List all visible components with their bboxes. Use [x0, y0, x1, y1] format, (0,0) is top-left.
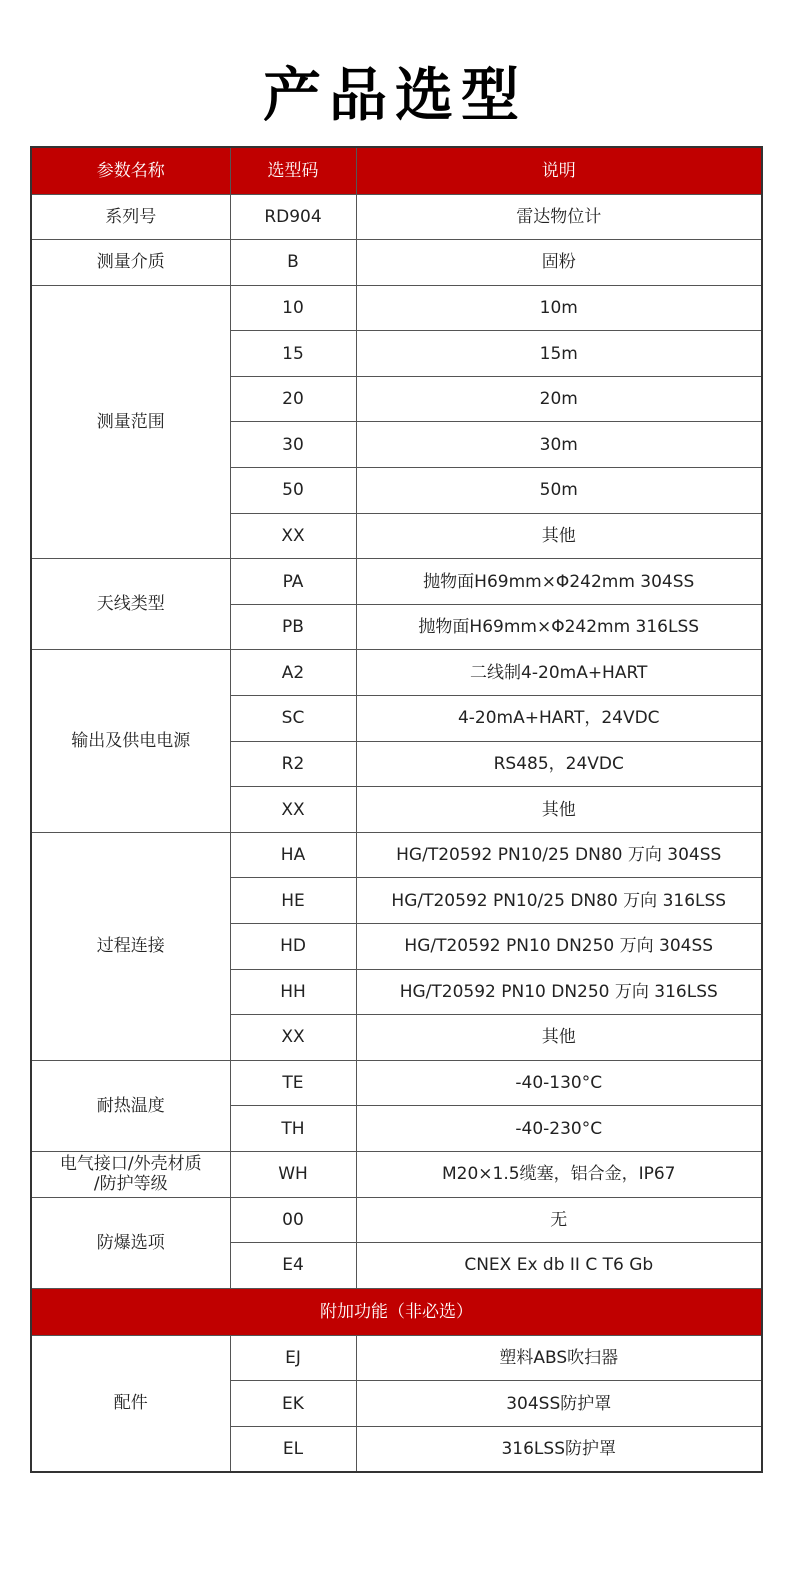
- desc-cell: -40-130°C: [356, 1060, 762, 1106]
- param-name: 过程连接: [31, 832, 230, 1060]
- code-cell: 15: [230, 331, 356, 377]
- code-cell: RD904: [230, 194, 356, 240]
- param-name-line1: 电气接口/外壳材质: [59, 1154, 202, 1175]
- header-description: 说明: [356, 147, 762, 194]
- desc-cell: 抛物面H69mm×Φ242mm 304SS: [356, 559, 762, 605]
- code-cell: TE: [230, 1060, 356, 1106]
- code-cell: 20: [230, 376, 356, 422]
- desc-cell: 304SS防护罩: [356, 1381, 762, 1427]
- code-cell: XX: [230, 787, 356, 833]
- code-cell: B: [230, 240, 356, 286]
- table-row: [31, 650, 762, 696]
- code-cell: EJ: [230, 1335, 356, 1381]
- header-code: 选型码: [230, 147, 356, 194]
- param-name: 测量介质: [31, 240, 230, 286]
- desc-cell: HG/T20592 PN10/25 DN80 万向 316LSS: [356, 878, 762, 924]
- selection-table: [30, 146, 763, 1473]
- param-name: [31, 1151, 230, 1197]
- desc-cell: 二线制4-20mA+HART: [356, 650, 762, 696]
- page-title: 产品选型: [262, 61, 527, 129]
- param-name: 输出及供电电源: [31, 650, 230, 832]
- desc-cell: HG/T20592 PN10 DN250 万向 316LSS: [356, 969, 762, 1015]
- desc-cell: 50m: [356, 468, 762, 514]
- desc-cell: 雷达物位计: [356, 194, 762, 240]
- header-param-name: 参数名称: [31, 147, 230, 194]
- desc-cell: CNEX Ex db II C T6 Gb: [356, 1243, 762, 1289]
- table-row: [31, 194, 762, 240]
- desc-cell: 10m: [356, 285, 762, 331]
- desc-cell: -40-230°C: [356, 1106, 762, 1152]
- table-row: [31, 1151, 762, 1197]
- table-row: [31, 1060, 762, 1106]
- code-cell: 30: [230, 422, 356, 468]
- desc-cell: 其他: [356, 513, 762, 559]
- desc-cell: 抛物面H69mm×Φ242mm 316LSS: [356, 604, 762, 650]
- code-cell: HA: [230, 832, 356, 878]
- code-cell: R2: [230, 741, 356, 787]
- table-row: [31, 559, 762, 605]
- code-cell: PA: [230, 559, 356, 605]
- code-cell: XX: [230, 1015, 356, 1061]
- code-cell: A2: [230, 650, 356, 696]
- desc-cell: 无: [356, 1197, 762, 1243]
- table-row: [31, 240, 762, 286]
- param-name: 测量范围: [31, 285, 230, 559]
- desc-cell: HG/T20592 PN10/25 DN80 万向 304SS: [356, 832, 762, 878]
- code-cell: PB: [230, 604, 356, 650]
- param-name: 天线类型: [31, 559, 230, 650]
- table-row: [31, 285, 762, 331]
- optional-features-band: [31, 1288, 762, 1335]
- table-row: [31, 1197, 762, 1243]
- table-row: [31, 1335, 762, 1381]
- desc-cell: 其他: [356, 1015, 762, 1061]
- desc-cell: 其他: [356, 787, 762, 833]
- code-cell: E4: [230, 1243, 356, 1289]
- desc-cell: RS485，24VDC: [356, 741, 762, 787]
- table-row: [31, 832, 762, 878]
- desc-cell: 30m: [356, 422, 762, 468]
- desc-cell: 15m: [356, 331, 762, 377]
- desc-cell: HG/T20592 PN10 DN250 万向 304SS: [356, 924, 762, 970]
- table-header-row: [31, 147, 762, 194]
- code-cell: HD: [230, 924, 356, 970]
- desc-cell: 固粉: [356, 240, 762, 286]
- code-cell: XX: [230, 513, 356, 559]
- code-cell: 00: [230, 1197, 356, 1243]
- param-name: 配件: [31, 1335, 230, 1472]
- code-cell: HH: [230, 969, 356, 1015]
- code-cell: HE: [230, 878, 356, 924]
- code-cell: 10: [230, 285, 356, 331]
- param-name: 系列号: [31, 194, 230, 240]
- code-cell: WH: [230, 1151, 356, 1197]
- desc-cell: M20×1.5缆塞，铝合金，IP67: [356, 1151, 762, 1197]
- code-cell: 50: [230, 468, 356, 514]
- desc-cell: 20m: [356, 376, 762, 422]
- desc-cell: 塑料ABS吹扫器: [356, 1335, 762, 1381]
- desc-cell: 316LSS防护罩: [356, 1426, 762, 1472]
- param-name-line2: /防护等级: [93, 1174, 168, 1195]
- code-cell: EL: [230, 1426, 356, 1472]
- code-cell: SC: [230, 696, 356, 742]
- optional-features-label: 附加功能（非必选）: [31, 1288, 762, 1335]
- param-name: 耐热温度: [31, 1060, 230, 1151]
- code-cell: TH: [230, 1106, 356, 1152]
- desc-cell: 4-20mA+HART，24VDC: [356, 696, 762, 742]
- param-name: 防爆选项: [31, 1197, 230, 1288]
- code-cell: EK: [230, 1381, 356, 1427]
